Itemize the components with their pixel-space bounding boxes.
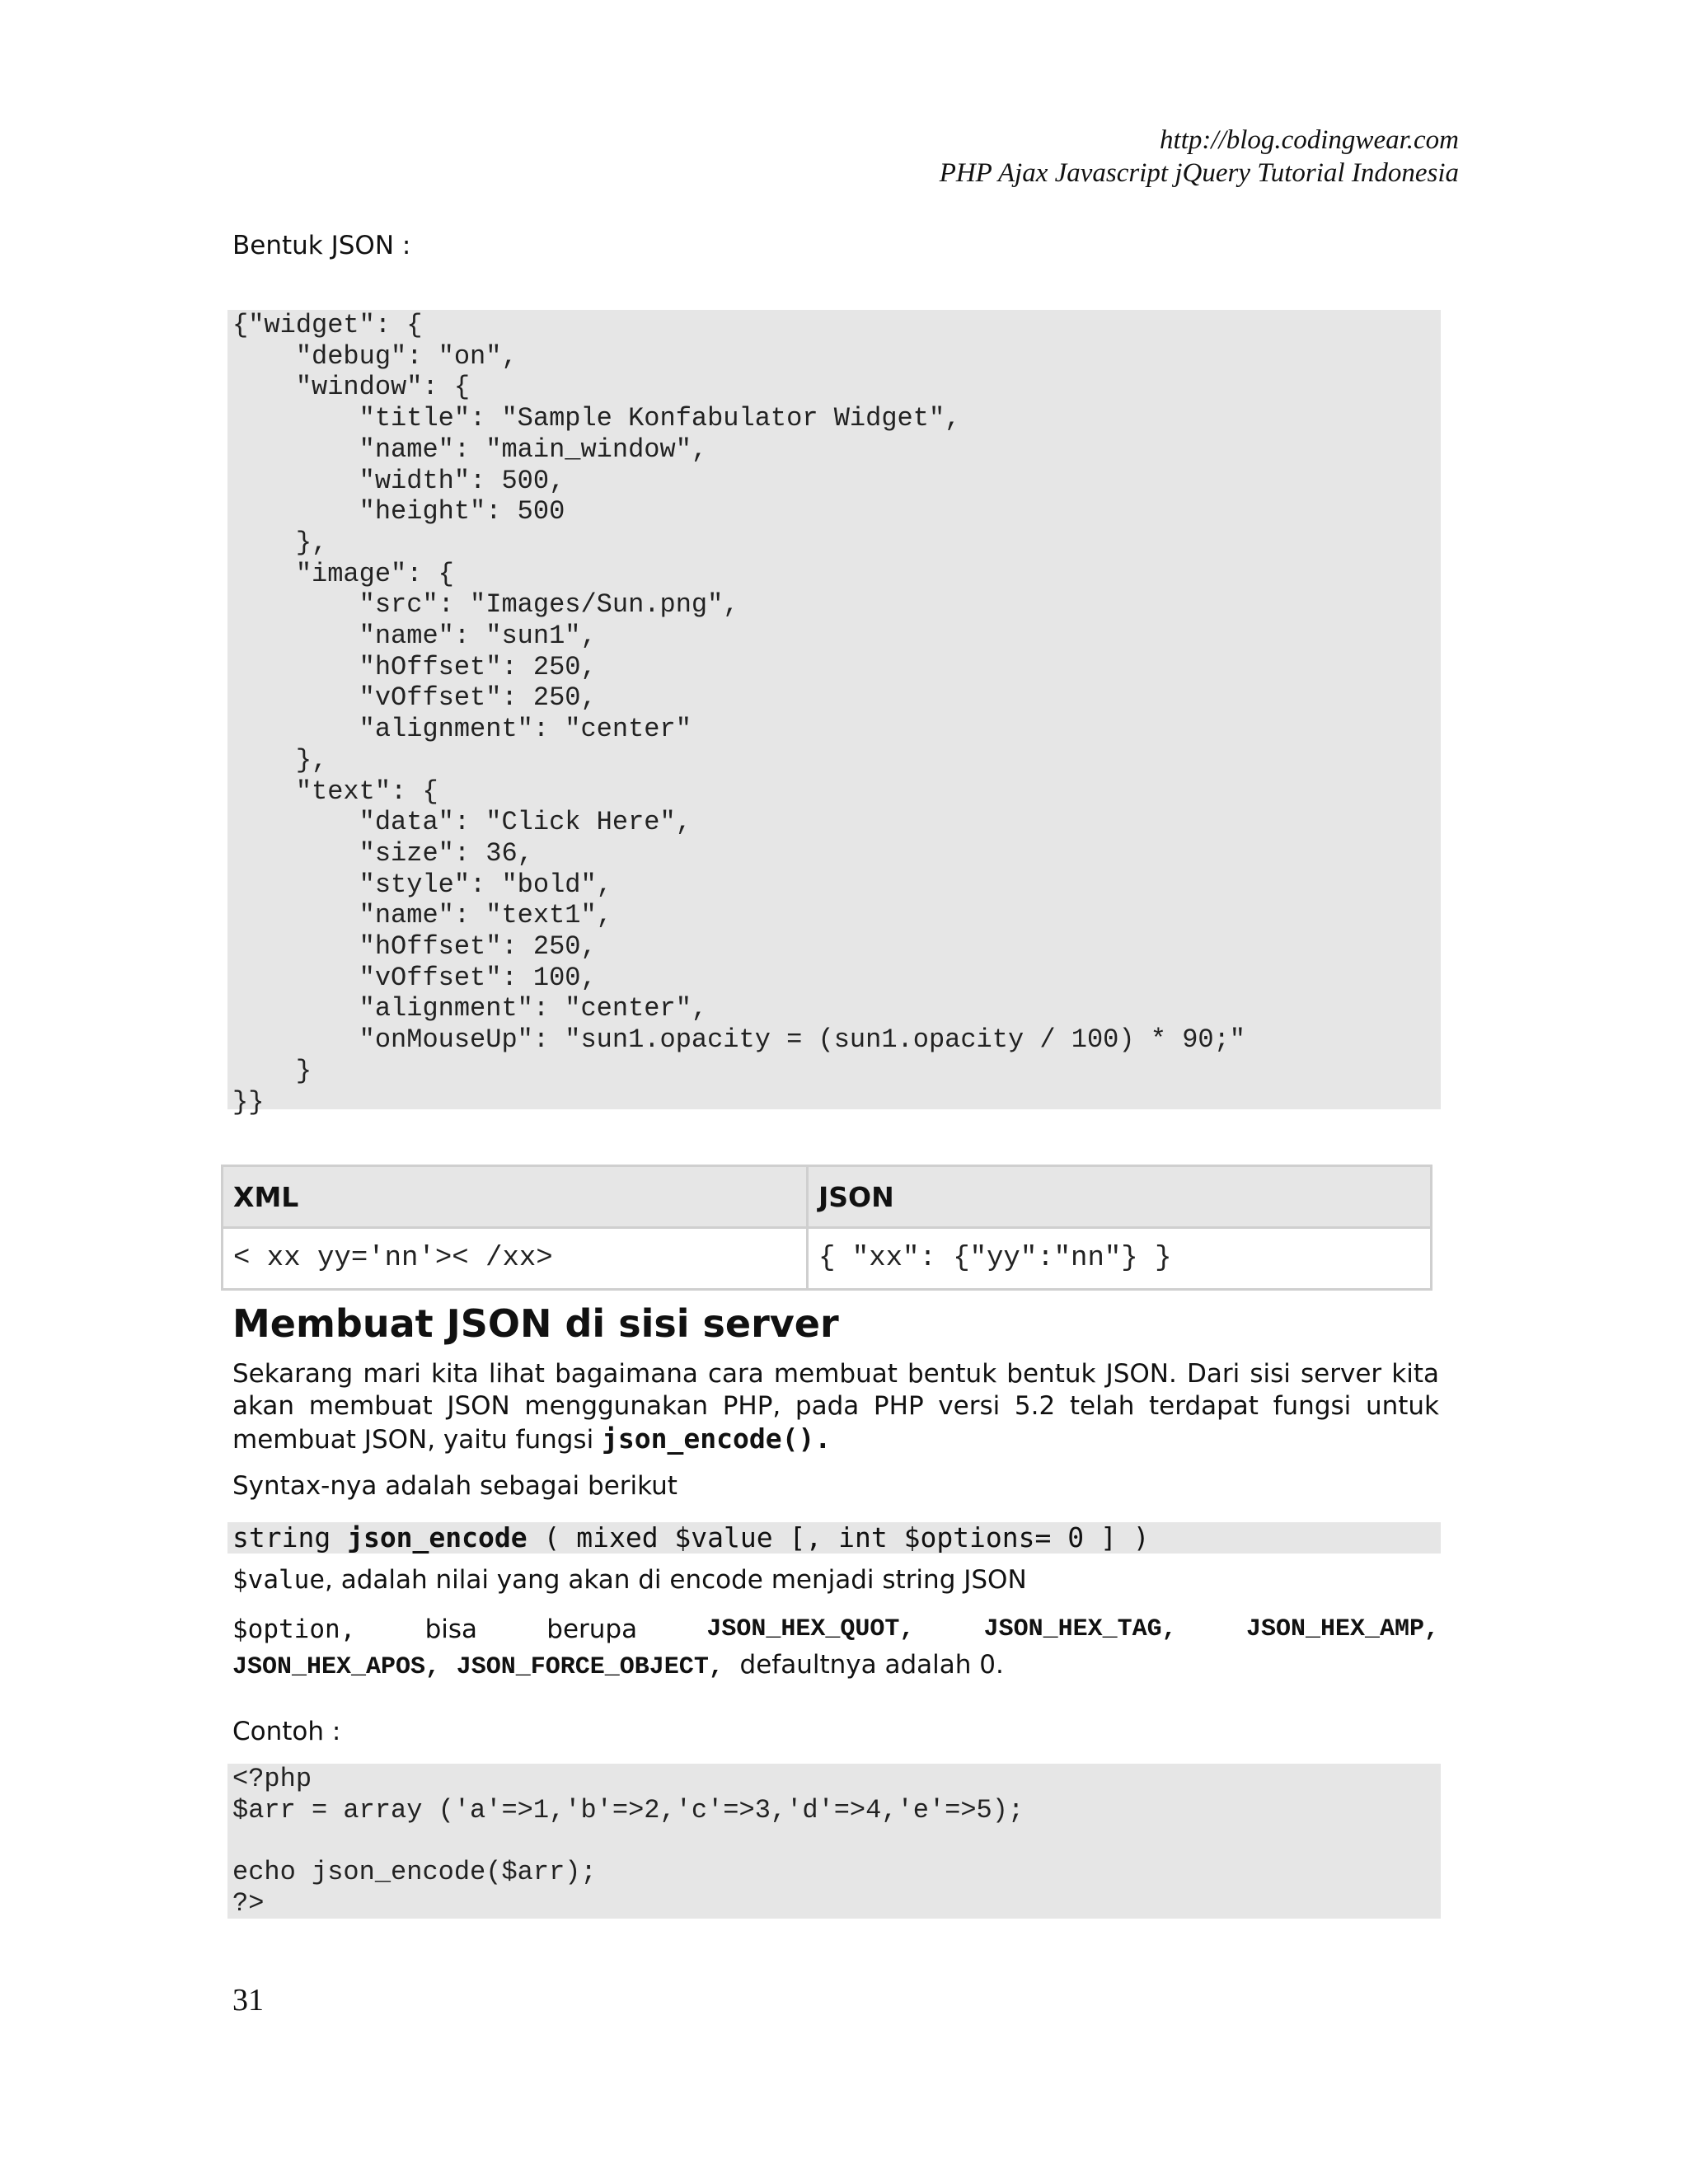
- option-description: [232, 1614, 1439, 1684]
- php-code: <?php $arr = array ('a'=>1,'b'=>2,'c'=>3,'d'=>4,'e'=>5); echo json_encode($arr); ?>: [232, 1764, 1025, 1919]
- page-number: 31: [232, 1983, 264, 2018]
- table-row: [223, 1228, 1432, 1290]
- option-word-berupa: berupa: [546, 1615, 638, 1644]
- contoh-label: Contoh :: [232, 1717, 341, 1746]
- intro-text: Sekarang mari kita lihat bagaimana cara membuat bentuk bentuk JSON. Dari sisi server kita akan membuat JSON menggunakan PHP, pada PHP versi 5.2 telah terdapat fungsi untuk membuat JSON, yaitu fungsi: [232, 1359, 1439, 1455]
- intro-paragraph: [232, 1358, 1439, 1456]
- section-title: Membuat JSON di sisi server: [232, 1301, 839, 1346]
- table-header-row: [223, 1166, 1432, 1228]
- option-default-text: defaultnya adalah 0.: [739, 1650, 1004, 1680]
- option-word-bisa: bisa: [424, 1615, 478, 1644]
- option-line-1: [232, 1614, 1439, 1646]
- table-cell-xml: < xx yy='nn'>< /xx>: [223, 1228, 808, 1290]
- value-param: $value: [232, 1565, 325, 1595]
- value-text: , adalah nilai yang akan di encode menjadi string JSON: [324, 1565, 1027, 1595]
- const-hex-tag: JSON_HEX_TAG,: [983, 1615, 1177, 1643]
- header-url[interactable]: http://blog.codingwear.com: [1160, 125, 1459, 155]
- syntax-function-name: json_encode: [347, 1521, 528, 1554]
- table-cell-json: { "xx": {"yy":"nn"} }: [808, 1228, 1432, 1290]
- json-code: {"widget": { "debug": "on", "window": { "title": "Sample Konfabulator Widget", "name": "main_window", "width": 500, "height": 500 }, "image": { "src": "Images/Sun.png", "name": "sun1", "hOffset": 250, "vOffset": 250, "alignment": "center" }, "text": { "data": "Click Here", "size": 36, "style": "bold", "name": "text1", "hOffset": 250, "vOffset": 100, "alignment": "center", "onMouseUp": "sun1.opacity = (sun1.opacity / 100) * 90;" } }}: [232, 310, 1245, 1118]
- table-header-xml: XML: [223, 1166, 808, 1228]
- const-hex-apos: JSON_HEX_APOS,: [232, 1653, 441, 1681]
- header-subtitle: PHP Ajax Javascript jQuery Tutorial Indonesia: [939, 158, 1459, 188]
- bentuk-json-label: Bentuk JSON :: [232, 231, 411, 260]
- const-hex-quot: JSON_HEX_QUOT,: [706, 1615, 915, 1643]
- option-param: $option,: [232, 1615, 356, 1644]
- const-hex-amp: JSON_HEX_AMP,: [1245, 1615, 1439, 1643]
- json-encode-function: json_encode().: [602, 1422, 832, 1455]
- json-code-block: [227, 310, 1441, 1118]
- syntax-block: [227, 1522, 1441, 1554]
- syntax-return-type: string: [232, 1521, 348, 1554]
- option-line-2: [232, 1649, 1439, 1684]
- value-description: [232, 1564, 1439, 1596]
- page-header: [940, 124, 1459, 190]
- php-code-block: [227, 1764, 1441, 1919]
- table-header-json: JSON: [808, 1166, 1432, 1228]
- syntax-params: ( mixed $value [, int $options= 0 ] ): [527, 1521, 1150, 1554]
- syntax-label: Syntax-nya adalah sebagai berikut: [232, 1471, 678, 1501]
- xml-json-comparison-table: [221, 1165, 1432, 1291]
- const-force-object: JSON_FORCE_OBJECT,: [456, 1653, 724, 1681]
